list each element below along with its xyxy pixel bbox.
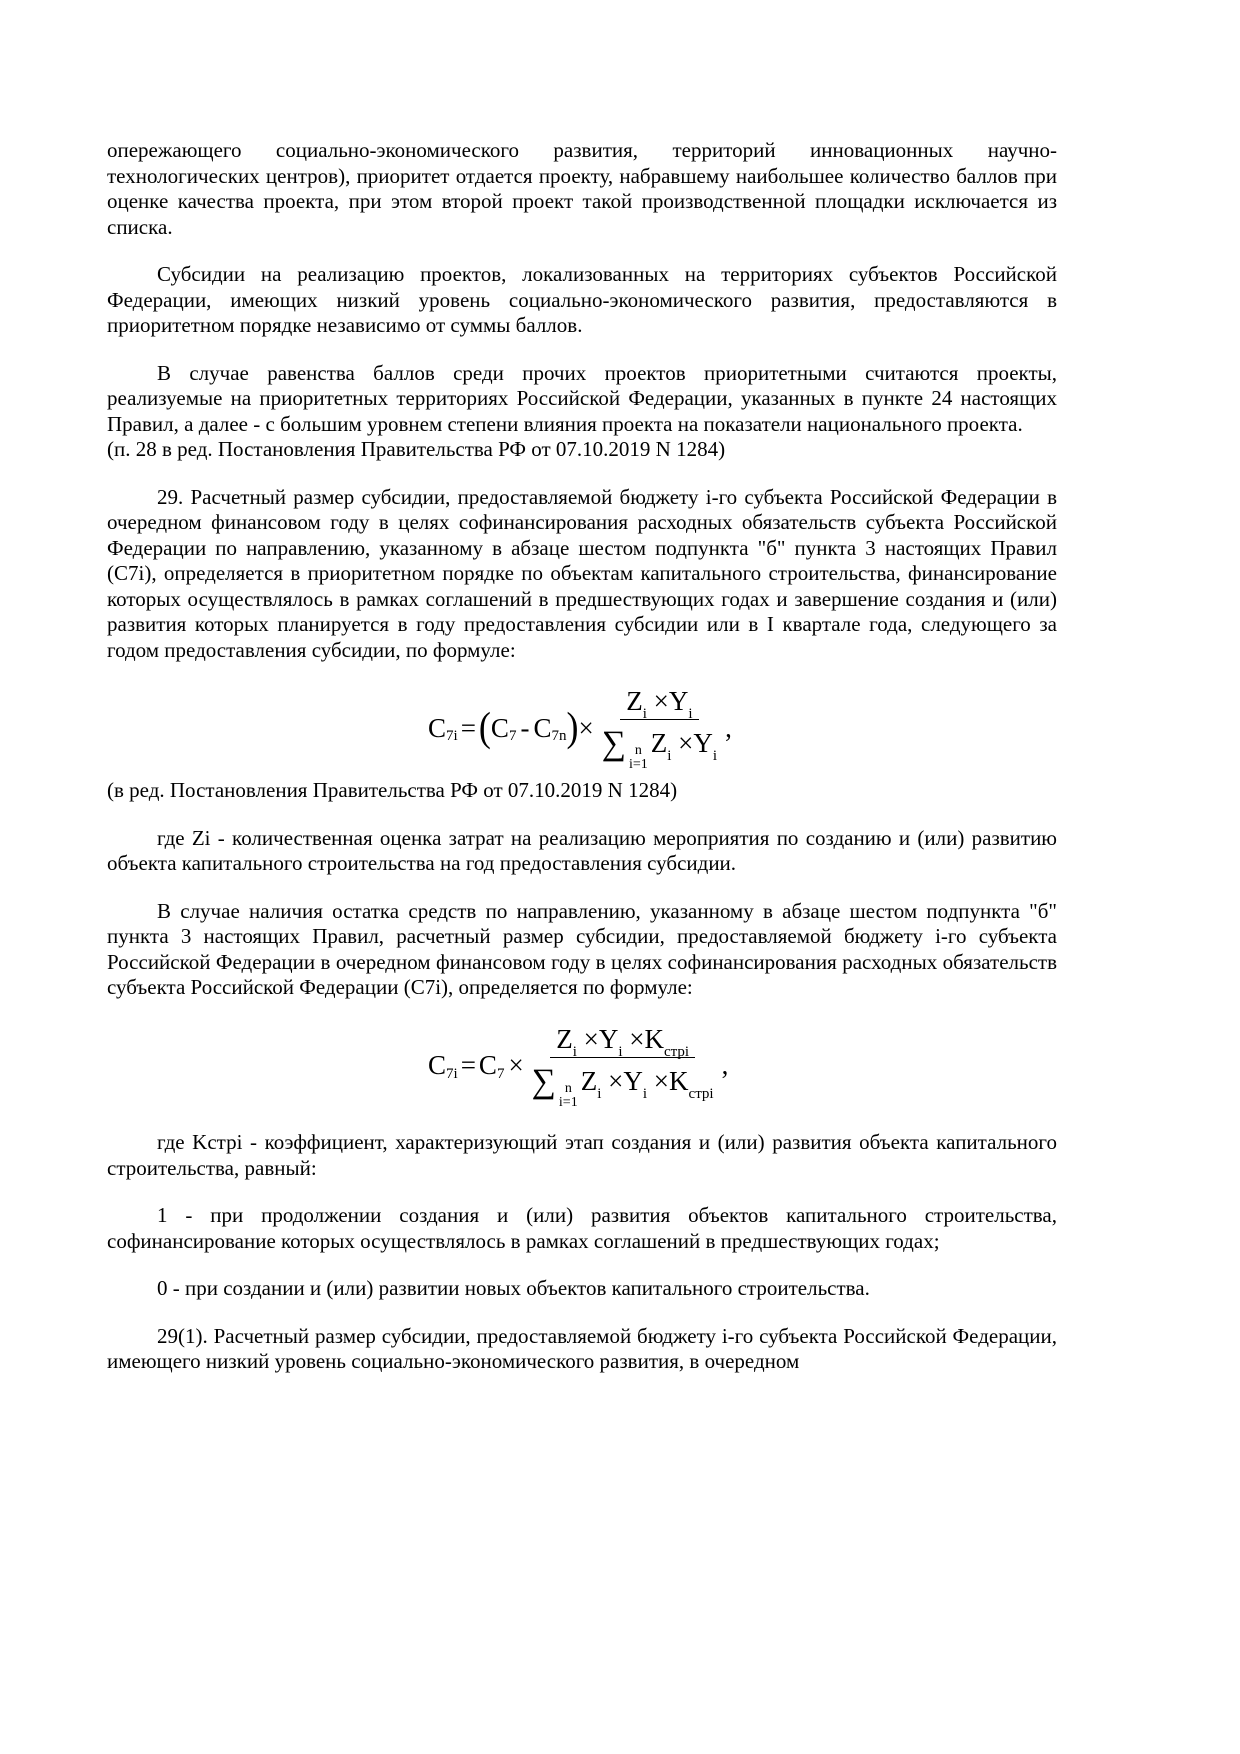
formula-symbol: - xyxy=(520,712,530,743)
formula-fraction xyxy=(596,685,723,773)
formula-fraction xyxy=(526,1023,720,1111)
formula-2 xyxy=(428,1023,1057,1111)
paragraph-zi-definition: где Zi - количественная оценка затрат на реализацию мероприятия по созданию и (или) развитию объекта капитального строительства на год предоставления субсидии. xyxy=(107,825,1057,876)
formula-subscript: 7i xyxy=(446,1065,458,1082)
denominator: ∑ n i=1 $Z_i \times Y_i$ xyxy=(601,725,718,773)
denominator: ∑ n i=1 $Z_i \times Y_i \times K_{стрi}$ xyxy=(531,1063,714,1111)
formula-symbol: C xyxy=(478,1050,497,1081)
formula-symbol: × xyxy=(508,1050,524,1081)
formula-symbol: , xyxy=(721,1050,729,1081)
formula-symbol: = xyxy=(460,712,476,743)
formula-symbol: ( xyxy=(478,704,491,751)
amendment-note-28: (п. 28 в ред. Постановления Правительства РФ от 07.10.2019 N 1284) xyxy=(107,437,726,461)
formula-symbol: C xyxy=(428,1050,447,1081)
paragraph-29-1: 29(1). Расчетный размер субсидии, предоставляемой бюджету i-го субъекта Российской Федерации, имеющего низкий уровень социально-экономического развития, в очередном xyxy=(107,1323,1057,1374)
formula-subscript: 7n xyxy=(551,727,567,744)
formula-symbol: C xyxy=(533,712,552,743)
formula-subscript: 7 xyxy=(496,1065,505,1082)
amendment-note-29: (в ред. Постановления Правительства РФ от 07.10.2019 N 1284) xyxy=(107,778,678,803)
numerator: $Z_i \times Y_i \times K_{стрi}$ xyxy=(550,1023,695,1058)
paragraph-2: Субсидии на реализацию проектов, локализованных на территориях субъектов Российской Федерации, имеющих низкий уровень социально-экономического развития, предоставляются в приоритетном порядке независимо от суммы баллов. xyxy=(107,262,1057,337)
paragraph-kstr-0: 0 - при создании и (или) развитии новых объектов капитального строительства. xyxy=(157,1276,870,1301)
formula-symbol: C xyxy=(490,712,509,743)
document-page xyxy=(107,138,1057,1397)
formula-symbol: × xyxy=(578,712,594,743)
paragraph-1: опережающего социально-экономического развития, территорий инновационных научно-технологических центров), приоритет отдается проекту, набравшему наибольшее количество баллов при оценке качества проекта, при этом второй проект такой производственной площадки исключается из списка. xyxy=(107,138,1057,239)
paragraph-29: 29. Расчетный размер субсидии, предоставляемой бюджету i-го субъекта Российской Федерации в очередном финансовом году в целях софинансирования расходных обязательств субъекта Российской Федерации по направлению, указанному в абзаце шестом подпункта "б" пункта 3 настоящих Правил (C7i), определяется в приоритетном порядке по объектам капитального строительства, финансирование которых осуществлялось в рамках соглашений в предшествующих годах и завершение создания и (или) развития которых планируется в году предоставления субсидии или в I квартале года, следующего за годом предоставления субсидии, по формуле: xyxy=(107,484,1057,662)
paragraph-kstr-definition: где Kстрi - коэффициент, характеризующий этап создания и (или) развития объекта капитального строительства, равный: xyxy=(107,1130,1057,1180)
paragraph-kstr-1: 1 - при продолжении создания и (или) развития объектов капитального строительства, софинансирование которых осуществлялось в рамках соглашений в предшествующих годах; xyxy=(107,1203,1057,1253)
formula-symbol: ) xyxy=(566,704,579,751)
numerator: $Z_i \times Y_i$ xyxy=(620,685,698,720)
paragraph-remainder: В случае наличия остатка средств по направлению, указанному в абзаце шестом подпункта "б" пункта 3 настоящих Правил, расчетный размер субсидии, предоставляемой бюджету i-го субъекта Российской Федерации в очередном финансовом году в целях софинансирования расходных обязательств субъекта Российской Федерации (C7i), определяется по формуле: xyxy=(107,898,1057,1000)
paragraph-3: В случае равенства баллов среди прочих проектов приоритетными считаются проекты, реализуемые на приоритетных территориях Российской Федерации, указанных в пункте 24 настоящих Правил, а далее - с большим уровнем степени влияния проекта на показатели национального проекта. xyxy=(107,360,1057,436)
formula-symbol: = xyxy=(460,1050,476,1081)
formula-symbol: C xyxy=(428,712,447,743)
formula-subscript: 7 xyxy=(508,727,517,744)
formula-1 xyxy=(428,685,1057,773)
formula-symbol: , xyxy=(725,712,732,743)
formula-subscript: 7i xyxy=(446,727,458,744)
